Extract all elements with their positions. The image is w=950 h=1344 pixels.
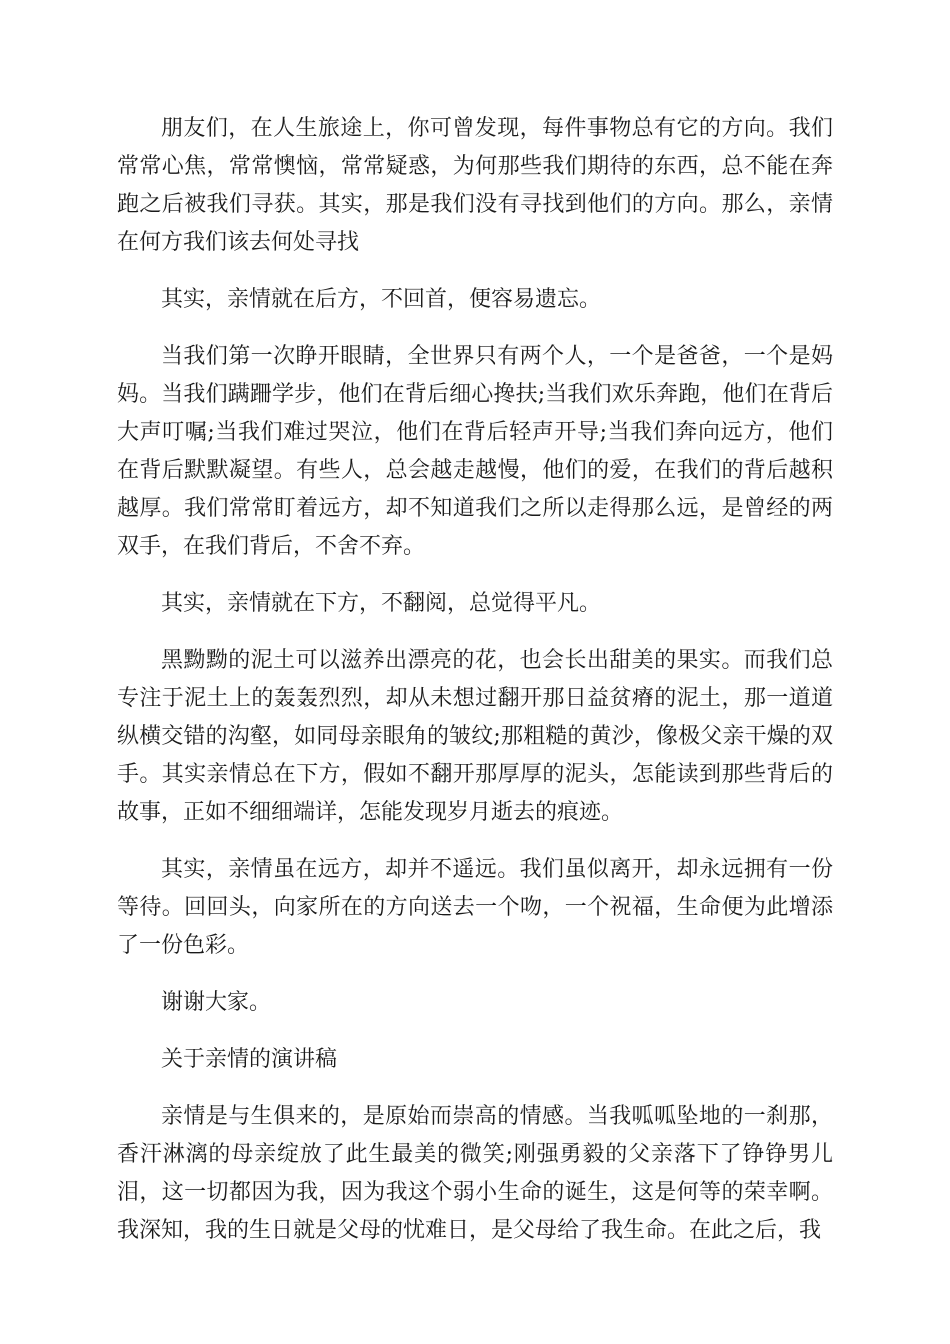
document-body (117, 110, 833, 1269)
paragraph-soil: 黑黝黝的泥土可以滋养出漂亮的花，也会长出甜美的果实。而我们总专注于泥土上的轰轰烈烈，却从未想过翻开那日益贫瘠的泥土，那一道道纵横交错的沟壑，如同母亲眼角的皱纹;那粗糙的黄沙，像极父亲干燥的双手。其实亲情总在下方，假如不翻开那厚厚的泥头，怎能读到那些背后的故事，正如不细细端详，怎能发现岁月逝去的痕迹。 (117, 648, 833, 825)
paragraph-behind: 其实，亲情就在后方，不回首，便容易遗忘。 (161, 287, 602, 312)
section-title: 关于亲情的演讲稿 (161, 1047, 338, 1072)
paragraph-far: 其实，亲情虽在远方，却并不遥远。我们虽似离开，却永远拥有一份等待。回回头，向家所在的方向送去一个吻，一个祝福，生命便为此增添了一份色彩。 (117, 857, 833, 958)
paragraph-thanks: 谢谢大家。 (161, 990, 272, 1015)
paragraph-birth: 亲情是与生俱来的，是原始而崇高的情感。当我呱呱坠地的一刹那，香汗淋漓的母亲绽放了此生最美的微笑;刚强勇毅的父亲落下了铮铮男儿泪，这一切都因为我，因为我这个弱小生命的诞生，这是何等的荣幸啊。我深知，我的生日就是父母的忧难日，是父母给了我生命。在此之后，我 (117, 1104, 833, 1243)
paragraph-below: 其实，亲情就在下方，不翻阅，总觉得平凡。 (161, 591, 602, 616)
paragraph-intro: 朋友们，在人生旅途上，你可曾发现，每件事物总有它的方向。我们常常心焦，常常懊恼，常常疑惑，为何那些我们期待的东西，总不能在奔跑之后被我们寻获。其实，那是我们没有寻找到他们的方向。那么，亲情在何方我们该去何处寻找 (117, 116, 833, 255)
paragraph-parents-behind: 当我们第一次睁开眼睛，全世界只有两个人，一个是爸爸，一个是妈妈。当我们蹒跚学步，他们在背后细心搀扶;当我们欢乐奔跑，他们在背后大声叮嘱;当我们难过哭泣，他们在背后轻声开导;当我们奔向远方，他们在背后默默凝望。有些人，总会越走越慢，他们的爱，在我们的背后越积越厚。我们常常盯着远方，却不知道我们之所以走得那么远，是曾经的两双手，在我们背后，不舍不弃。 (117, 344, 833, 559)
